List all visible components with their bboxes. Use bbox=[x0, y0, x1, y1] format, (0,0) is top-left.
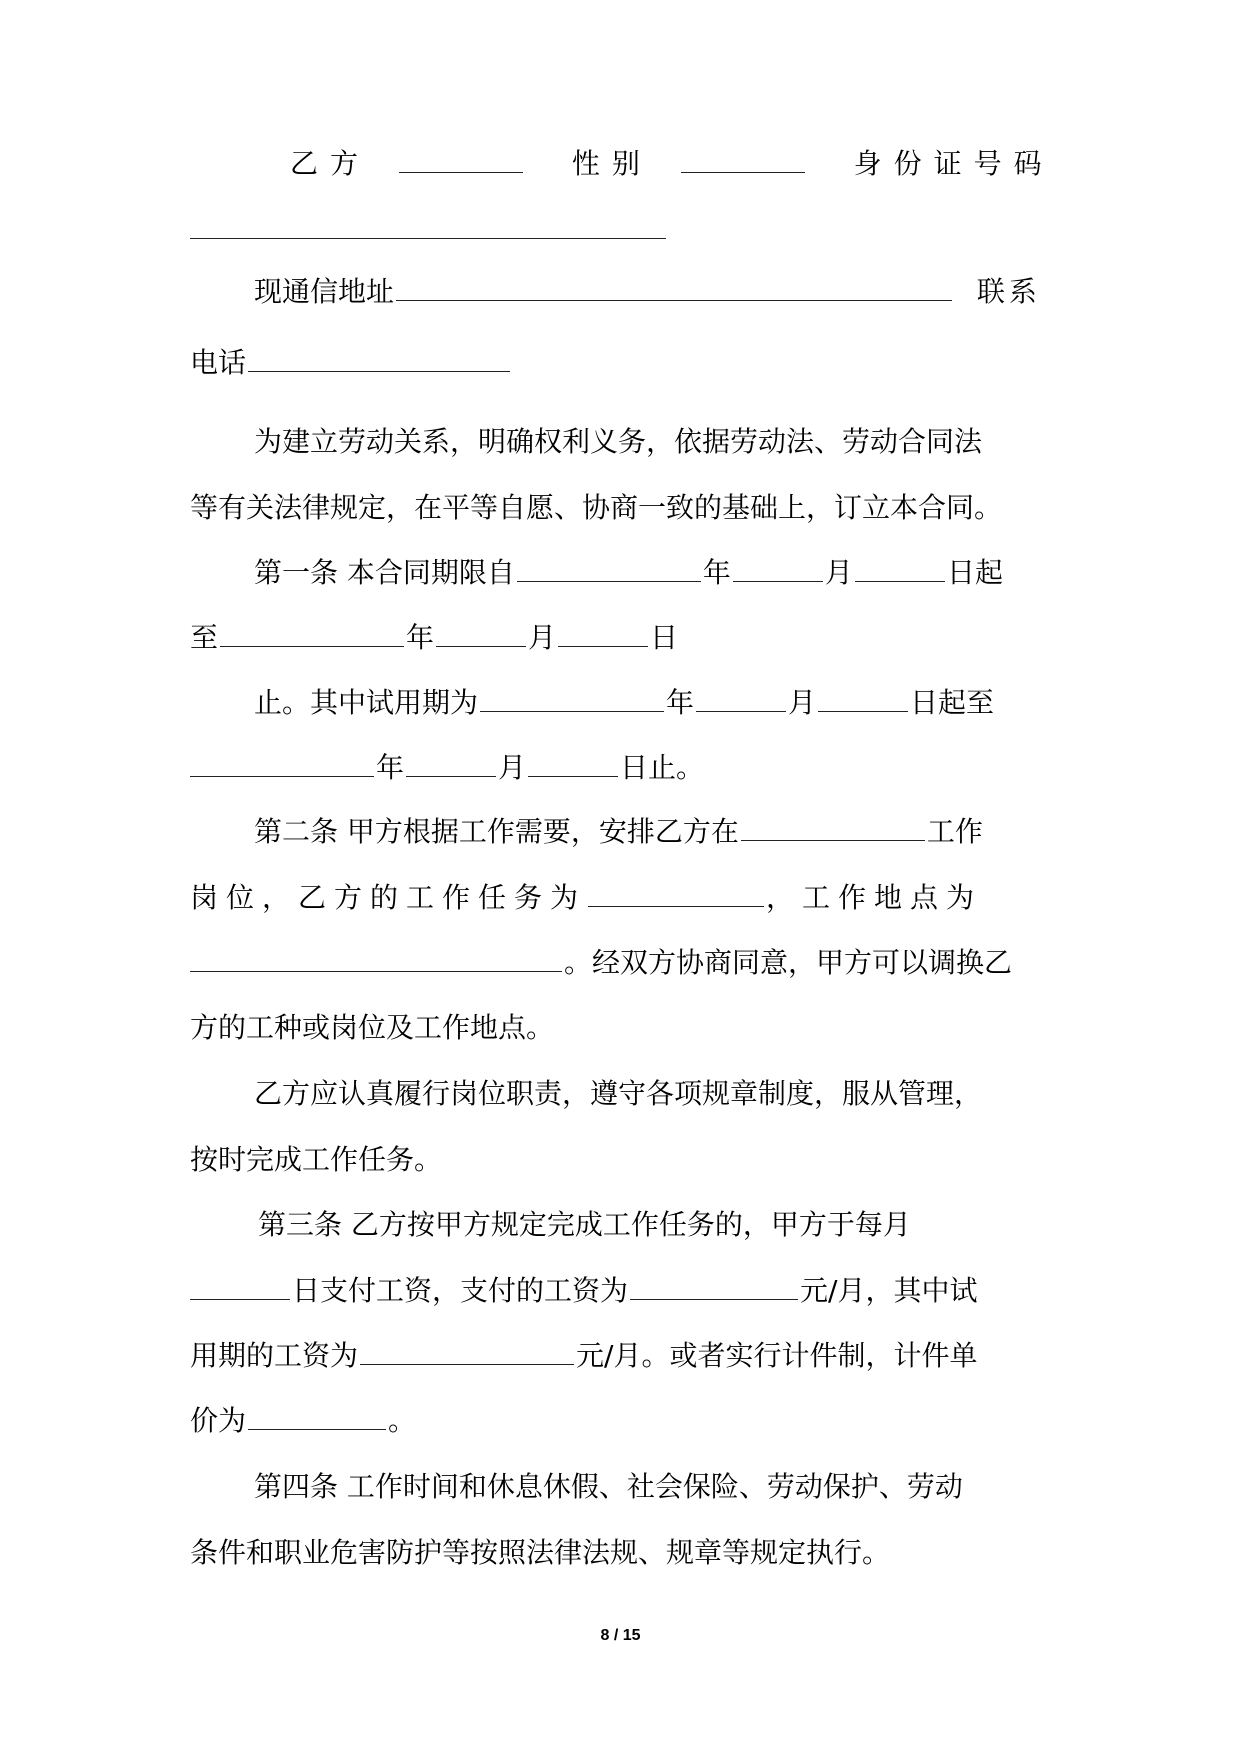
probation-line-1 bbox=[254, 685, 994, 721]
duty-line-1: 乙方应认真履行岗位职责，遵守各项规章制度，服从管理， bbox=[254, 1077, 983, 1110]
article-2-line-3 bbox=[190, 945, 1012, 981]
article-2-line-1 bbox=[254, 814, 983, 850]
end-day-blank bbox=[558, 622, 648, 647]
to-label: 至 bbox=[190, 621, 219, 654]
location-label: ，工作地点为 bbox=[766, 881, 983, 914]
probation-start-year-blank bbox=[480, 687, 664, 712]
location-blank bbox=[190, 947, 562, 972]
duty-line-2: 按时完成工作任务。 bbox=[190, 1143, 443, 1176]
preamble-line-2: 等有关法律规定，在平等自愿、协商一致的基础上，订立本合同。 bbox=[190, 491, 1003, 524]
piecework-text: 元/月。或者实行计件制，计件单 bbox=[576, 1339, 978, 1372]
phone-line bbox=[190, 345, 512, 381]
pay-text: 日支付工资，支付的工资为 bbox=[292, 1274, 629, 1307]
period-mark: 。 bbox=[388, 1404, 417, 1437]
address-line bbox=[254, 274, 1041, 310]
article-1-text: 第一条 本合同期限自 bbox=[254, 556, 515, 589]
year-label: 年 bbox=[666, 686, 695, 719]
probation-start-day-blank bbox=[818, 687, 908, 712]
end-year-blank bbox=[220, 622, 404, 647]
probation-salary-label: 用期的工资为 bbox=[190, 1339, 359, 1372]
year-label: 年 bbox=[376, 751, 405, 784]
article-2-line-4: 方的工种或岗位及工作地点。 bbox=[190, 1011, 555, 1044]
start-month-blank bbox=[733, 557, 823, 582]
salary-blank bbox=[630, 1275, 798, 1300]
salary-unit-text: 元/月，其中试 bbox=[800, 1274, 978, 1307]
party-b-name-blank bbox=[399, 148, 523, 173]
address-blank bbox=[396, 276, 952, 301]
probation-salary-blank bbox=[360, 1340, 574, 1365]
month-label: 月 bbox=[788, 686, 817, 719]
position-blank bbox=[741, 816, 925, 841]
day-start-to-label: 日起至 bbox=[910, 686, 995, 719]
task-blank bbox=[588, 882, 764, 907]
month-label: 月 bbox=[528, 621, 557, 654]
probation-start-month-blank bbox=[696, 687, 786, 712]
address-label: 现通信地址 bbox=[254, 275, 395, 308]
contact-label: 联系 bbox=[976, 275, 1041, 308]
article-4-line-1: 第四条 工作时间和休息休假、社会保险、劳动保护、劳动 bbox=[254, 1470, 963, 1503]
pay-day-blank bbox=[190, 1275, 290, 1300]
probation-text: 止。其中试用期为 bbox=[254, 686, 479, 719]
phone-blank bbox=[248, 347, 510, 372]
year-label: 年 bbox=[702, 556, 731, 589]
probation-end-year-blank bbox=[190, 752, 374, 777]
day-start-label: 日起 bbox=[946, 556, 1003, 589]
phone-label: 电话 bbox=[190, 346, 247, 379]
page-number: 8 / 15 bbox=[600, 1627, 641, 1644]
id-number-blank bbox=[190, 214, 666, 239]
day-end-label: 日止。 bbox=[620, 751, 705, 784]
start-day-blank bbox=[855, 557, 945, 582]
probation-end-month-blank bbox=[406, 752, 496, 777]
article-1-line-1 bbox=[254, 555, 1003, 591]
start-year-blank bbox=[517, 557, 701, 582]
article-2-text: 第二条 甲方根据工作需要，安排乙方在 bbox=[254, 815, 739, 848]
unit-price-label: 价为 bbox=[190, 1404, 247, 1437]
article-3-line-4 bbox=[190, 1403, 416, 1439]
unit-price-blank bbox=[248, 1405, 386, 1430]
id-number-label: 身份证号码 bbox=[853, 147, 1054, 180]
year-label: 年 bbox=[406, 621, 435, 654]
party-b-line bbox=[290, 146, 1054, 182]
article-1-line-2 bbox=[190, 620, 678, 656]
article-3-line-1: 第三条 乙方按甲方规定完成工作任务的，甲方于每月 bbox=[258, 1208, 911, 1241]
id-number-line bbox=[190, 212, 666, 248]
preamble-line-1: 为建立劳动关系，明确权利义务，依据劳动法、劳动合同法 bbox=[254, 425, 983, 458]
probation-line-2 bbox=[190, 750, 704, 786]
work-label: 工作 bbox=[926, 815, 983, 848]
end-month-blank bbox=[436, 622, 526, 647]
task-label: 岗位，乙方的工作任务为 bbox=[190, 881, 587, 914]
day-label: 日 bbox=[650, 621, 679, 654]
gender-label: 性别 bbox=[571, 147, 652, 180]
article-4-line-2: 条件和职业危害防护等按照法律法规、规章等规定执行。 bbox=[190, 1536, 891, 1569]
party-b-label: 乙方 bbox=[290, 147, 371, 180]
article-3-line-3 bbox=[190, 1338, 977, 1374]
article-2-line-2 bbox=[190, 880, 982, 916]
month-label: 月 bbox=[498, 751, 527, 784]
adjust-text: 。经双方协商同意，甲方可以调换乙 bbox=[564, 946, 1013, 979]
probation-end-day-blank bbox=[528, 752, 618, 777]
gender-blank bbox=[681, 148, 805, 173]
month-label: 月 bbox=[824, 556, 853, 589]
article-3-line-2 bbox=[190, 1273, 977, 1309]
